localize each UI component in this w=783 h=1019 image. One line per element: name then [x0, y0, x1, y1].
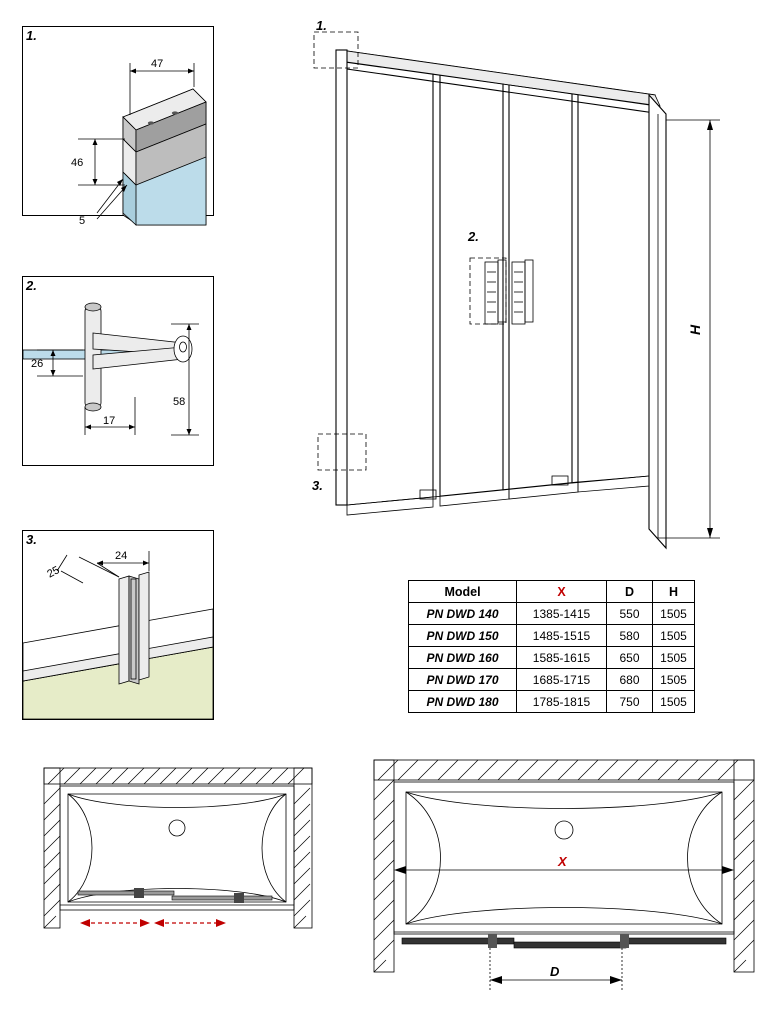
- detail-3-drawing: [23, 531, 213, 719]
- cell-d: 750: [607, 691, 653, 713]
- svg-text:26: 26: [31, 358, 44, 370]
- cell-d: 550: [607, 603, 653, 625]
- cell-h: 1505: [653, 647, 695, 669]
- table-header-row: [409, 581, 695, 603]
- cell-x: 1585-1615: [517, 647, 607, 669]
- main-view-drawing: [300, 10, 770, 550]
- detail-2-drawing: [23, 277, 213, 465]
- svg-text:24: 24: [115, 550, 128, 562]
- plan-view-right: [362, 752, 772, 1010]
- cell-h: 1505: [653, 691, 695, 713]
- detail-box-2: [22, 276, 214, 466]
- header-model: Model: [409, 581, 517, 603]
- detail-1-label: 1.: [26, 28, 37, 43]
- svg-text:25: 25: [45, 564, 62, 581]
- plan-left-drawing: [22, 760, 332, 950]
- header-x: X: [517, 581, 607, 603]
- detail-box-1: [22, 26, 214, 227]
- table-row: [409, 669, 695, 691]
- table-row: [409, 625, 695, 647]
- detail-2-label: 2.: [26, 278, 37, 293]
- main-callout-1: 1.: [316, 18, 327, 33]
- cell-model: PN DWD 170: [409, 669, 517, 691]
- svg-text:58: 58: [173, 396, 186, 408]
- cell-h: 1505: [653, 669, 695, 691]
- spec-table: [408, 580, 695, 713]
- cell-x: 1785-1815: [517, 691, 607, 713]
- table-row: [409, 647, 695, 669]
- main-callout-2: 2.: [468, 229, 479, 244]
- svg-text:47: 47: [151, 58, 164, 70]
- plan-right-drawing: [362, 752, 772, 1010]
- svg-text:17: 17: [103, 415, 116, 427]
- header-h: H: [653, 581, 695, 603]
- table-row: [409, 691, 695, 713]
- plan-view-left: [22, 760, 332, 950]
- cell-x: 1385-1415: [517, 603, 607, 625]
- main-isometric-view: [300, 10, 770, 550]
- cell-x: 1485-1515: [517, 625, 607, 647]
- cell-model: PN DWD 160: [409, 647, 517, 669]
- svg-text:46: 46: [71, 157, 84, 169]
- detail-3-label: 3.: [26, 532, 37, 547]
- cell-x: 1685-1715: [517, 669, 607, 691]
- cell-model: PN DWD 180: [409, 691, 517, 713]
- table-row: [409, 603, 695, 625]
- cell-h: 1505: [653, 603, 695, 625]
- cell-d: 580: [607, 625, 653, 647]
- cell-d: 680: [607, 669, 653, 691]
- svg-text:5: 5: [79, 215, 86, 227]
- cell-model: PN DWD 140: [409, 603, 517, 625]
- detail-1-drawing: [23, 27, 213, 227]
- cell-model: PN DWD 150: [409, 625, 517, 647]
- plan-d-label: D: [550, 964, 560, 979]
- plan-x-label: X: [558, 854, 567, 869]
- cell-h: 1505: [653, 625, 695, 647]
- svg-text:H: H: [687, 324, 703, 335]
- header-d: D: [607, 581, 653, 603]
- cell-d: 650: [607, 647, 653, 669]
- detail-box-3: [22, 530, 214, 720]
- main-callout-3: 3.: [312, 478, 323, 493]
